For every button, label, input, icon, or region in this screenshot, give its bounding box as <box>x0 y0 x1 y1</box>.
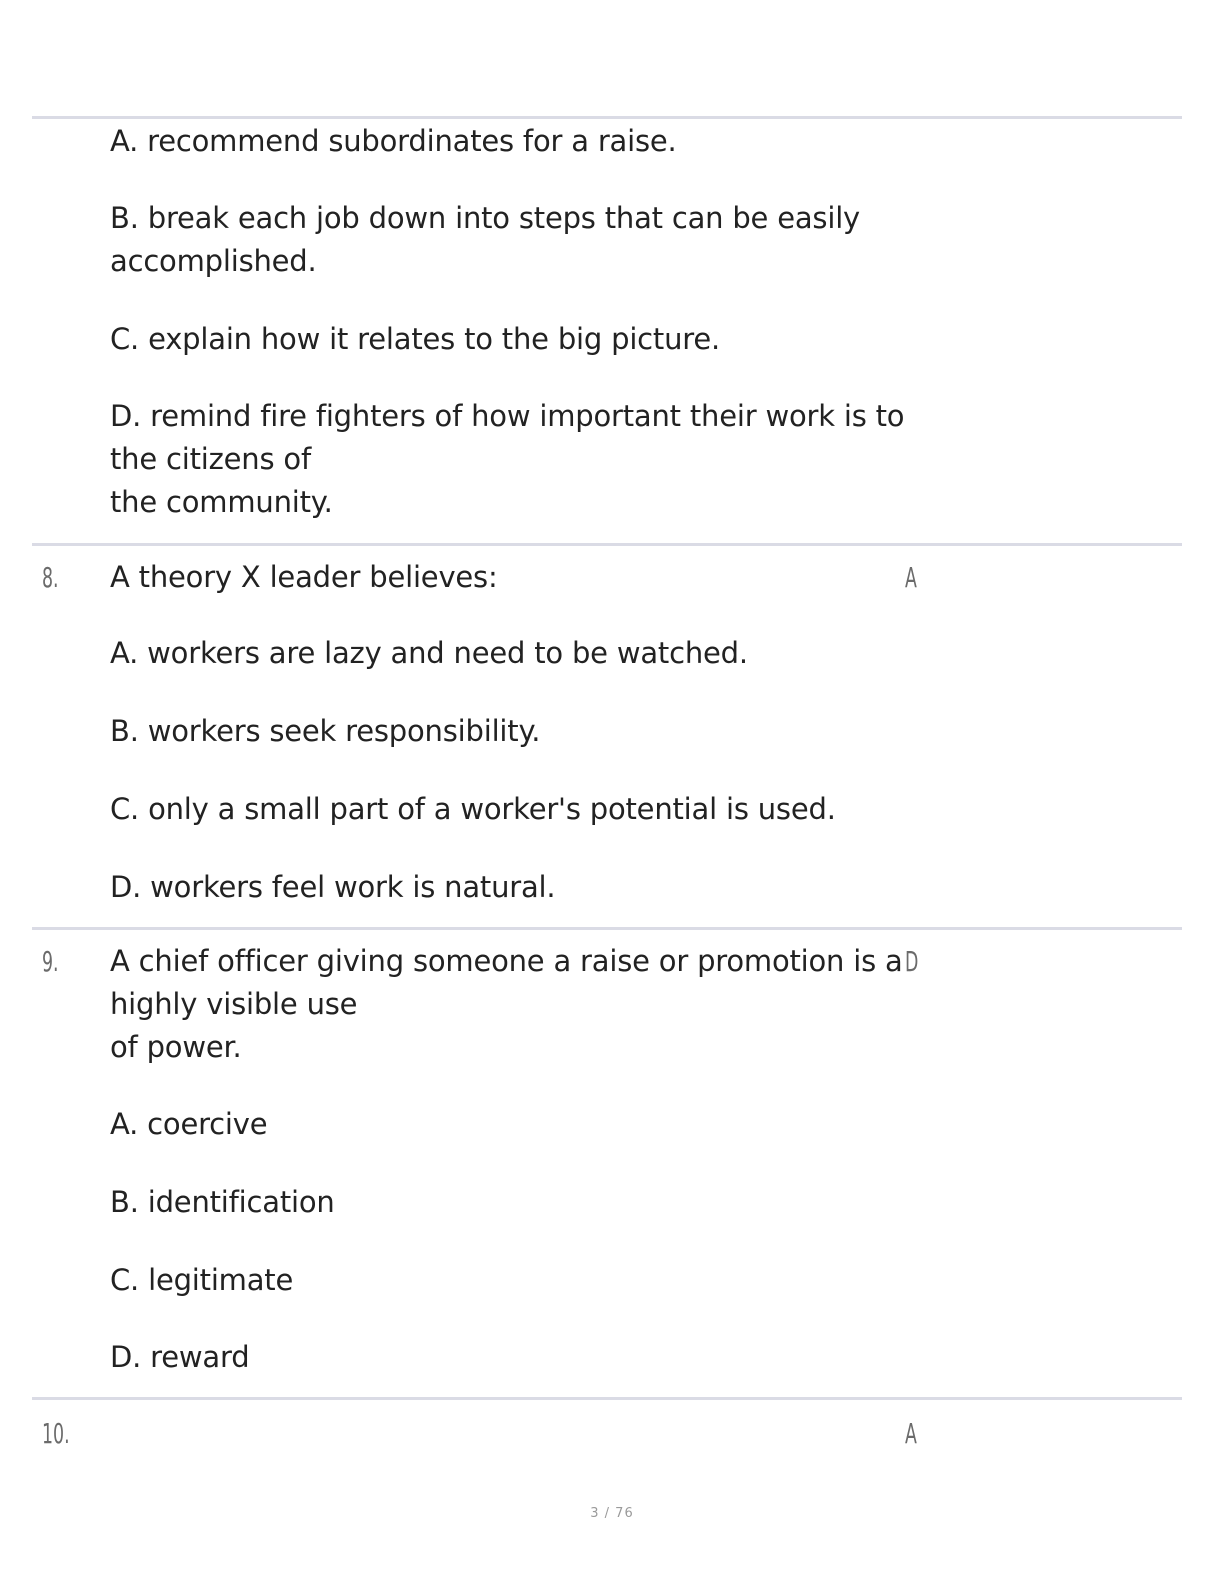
divider <box>32 1397 1182 1400</box>
option-c: C. legitimate <box>110 1263 294 1297</box>
option-a: A. workers are lazy and need to be watched. <box>110 636 748 670</box>
question-number: 9. <box>42 945 59 978</box>
question-number: 8. <box>42 561 59 594</box>
page-indicator: 3 / 76 <box>590 1506 634 1521</box>
option-c: C. explain how it relates to the big picture. <box>110 322 721 356</box>
divider <box>32 116 1182 119</box>
option-a: A. coercive <box>110 1107 268 1141</box>
option-d: D. remind fire fighters of how important their work is to the citizens of the community. <box>110 399 905 519</box>
answer-key: A <box>905 1417 917 1450</box>
answer-key: A <box>905 561 917 594</box>
option-d: D. workers feel work is natural. <box>110 870 556 904</box>
question-number: 10. <box>42 1417 70 1450</box>
divider <box>32 927 1182 930</box>
question-text: A theory X leader believes: <box>110 560 498 594</box>
option-c: C. only a small part of a worker's potential is used. <box>110 792 836 826</box>
divider <box>32 543 1182 546</box>
question-text: A chief officer giving someone a raise or promotion is a highly visible use of power. <box>110 944 903 1064</box>
option-b: B. workers seek responsibility. <box>110 714 541 748</box>
option-a: A. recommend subordinates for a raise. <box>110 124 677 158</box>
option-b: B. break each job down into steps that can be easily accomplished. <box>110 201 861 278</box>
answer-key: D <box>905 945 919 978</box>
option-b: B. identification <box>110 1185 335 1219</box>
option-d: D. reward <box>110 1340 250 1374</box>
